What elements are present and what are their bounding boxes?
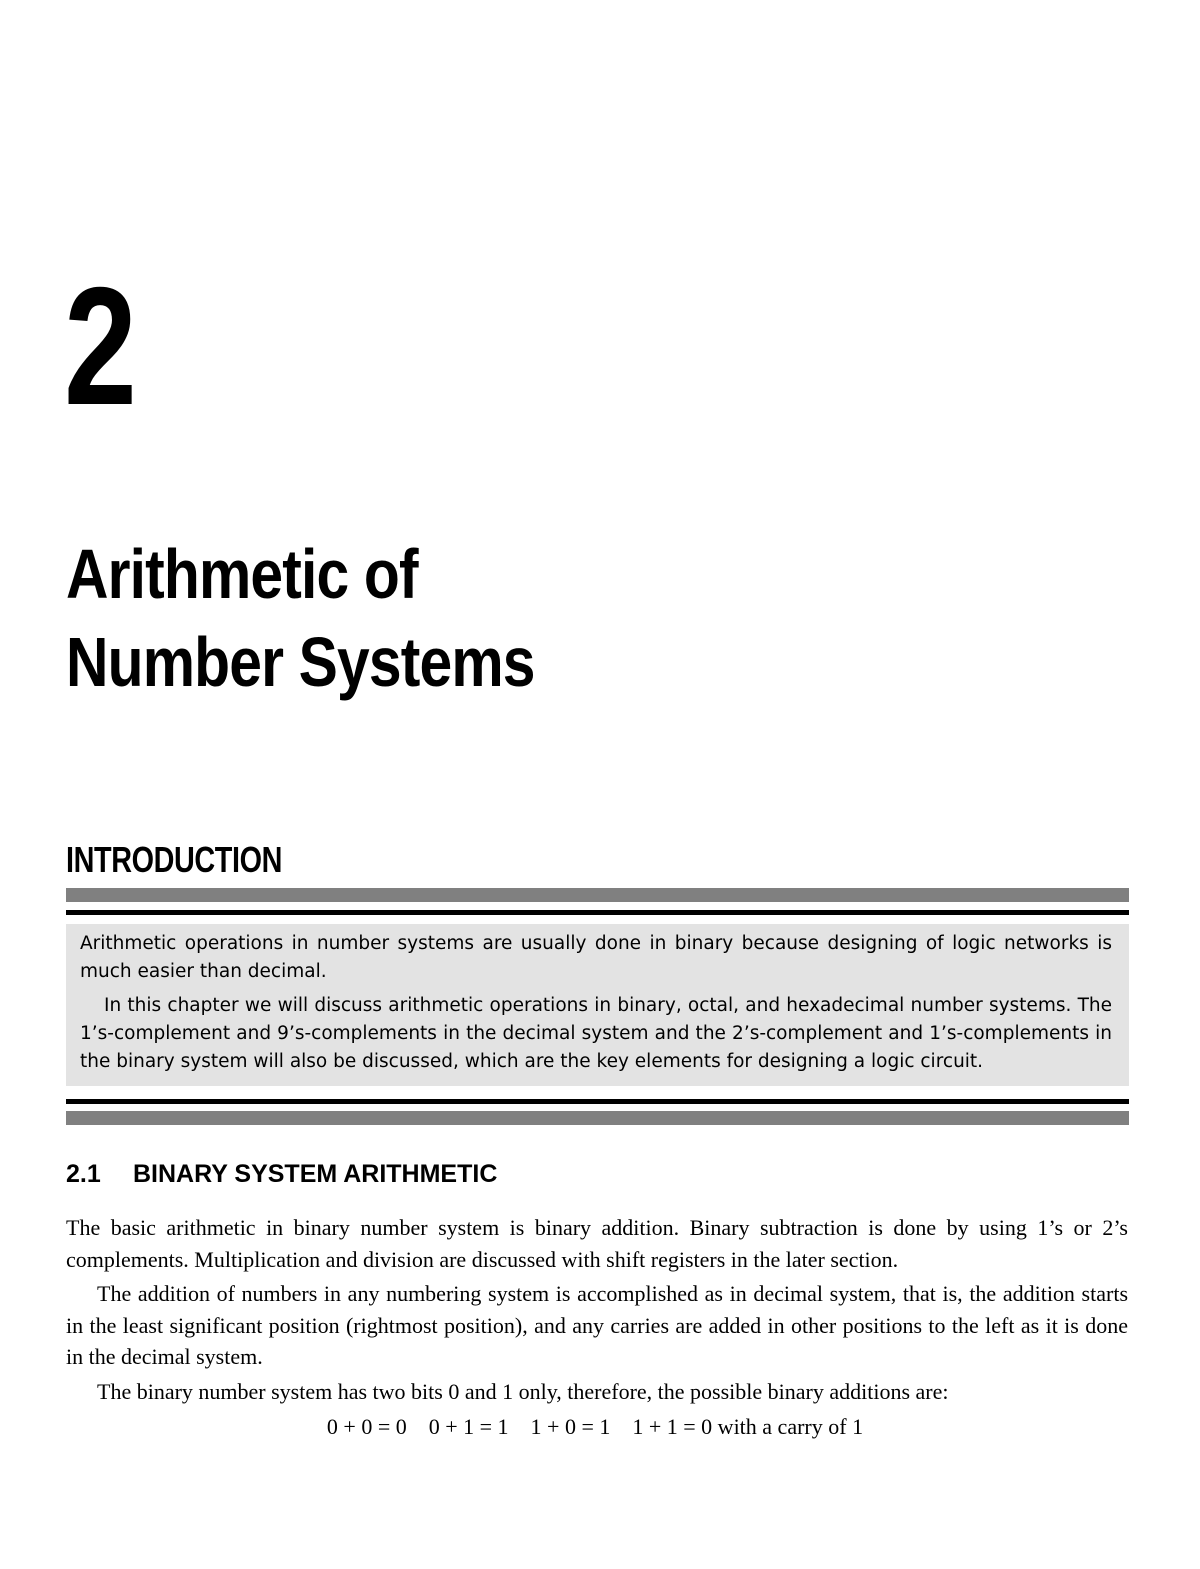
body-paragraph-1: The basic arithmetic in binary number system is binary addition. Binary subtraction is done by using 1’s or 2’s complements. Multiplication and division are discussed with shift registers in the later section.: [66, 1215, 1128, 1272]
section-title: BINARY SYSTEM ARITHMETIC: [133, 1160, 498, 1188]
introduction-heading: INTRODUCTION: [66, 839, 282, 880]
body-paragraph-3: The binary number system has two bits 0 and 1 only, therefore, the possible binary additions are:: [97, 1378, 949, 1404]
chapter-title: [66, 530, 535, 706]
binary-addition-equation: 0 + 0 = 0 0 + 1 = 1 1 + 0 = 1 1 + 1 = 0 with a carry of 1: [326, 1414, 864, 1439]
chapter-number: 2: [64, 252, 134, 440]
intro-paragraph-2: In this chapter we will discuss arithmetic operations in binary, octal, and hexadecimal number systems. The 1’s-complement and 9’s-complements in the decimal system and the 2’s-complement and 1’s-complements in the binary system will also be discussed, which are the key elements for designing a logic circuit.: [80, 995, 1112, 1072]
intro-top-gray-rule: [66, 888, 1129, 902]
intro-paragraph-1: Arithmetic operations in number systems are usually done in binary because designing of logic networks is much easier than decimal.: [80, 933, 1112, 982]
section-body: [66, 1212, 1128, 1407]
intro-bottom-black-rule: [66, 1099, 1129, 1104]
intro-top-black-rule: [66, 910, 1129, 915]
intro-bottom-gray-rule: [66, 1111, 1129, 1125]
section-number: 2.1: [66, 1160, 101, 1188]
chapter-title-line-1: Arithmetic of: [66, 535, 418, 613]
chapter-title-line-2: Number Systems: [66, 623, 535, 701]
body-paragraph-2: The addition of numbers in any numbering system is accomplished as in decimal system, that is, the addition starts in the least significant position (rightmost position), and any carries are added in other positions to the left as it is done in the decimal system.: [66, 1281, 1128, 1369]
introduction-text: [80, 930, 1112, 1076]
section-heading: [66, 1158, 497, 1190]
